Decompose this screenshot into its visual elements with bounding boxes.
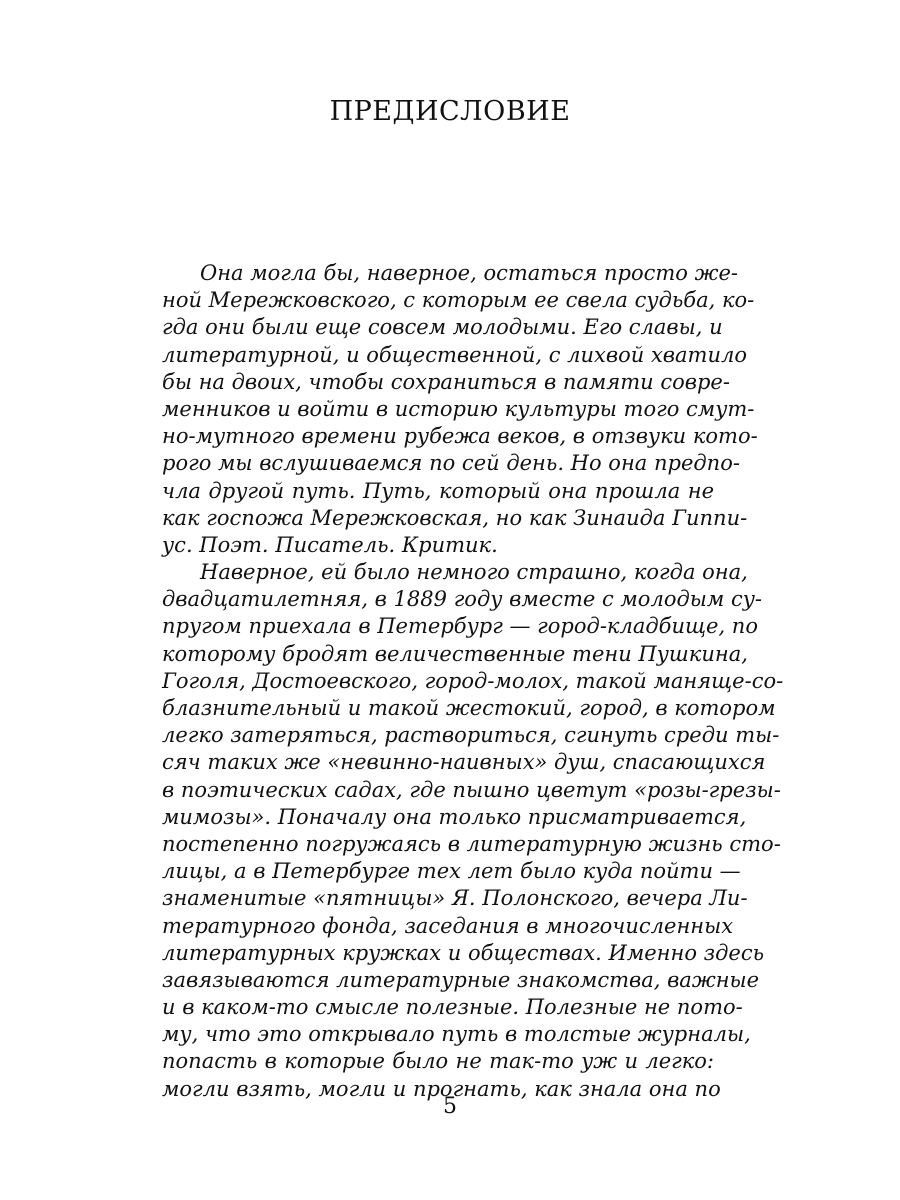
body-text <box>162 260 784 1103</box>
text-line: му, что это открывало путь в толстые журналы, <box>162 1022 751 1047</box>
text-line: ус. Поэт. Писатель. Критик. <box>162 532 498 557</box>
text-line: знаменитые «пятницы» Я. Полонского, вечера Ли- <box>162 886 748 911</box>
text-line: которому бродят величественные тени Пушкина, <box>162 641 748 666</box>
text-line: рого мы вслушиваемся по сей день. Но она предпо- <box>162 451 740 476</box>
text-line: чла другой путь. Путь, который она прошла не <box>162 478 714 503</box>
text-line: постепенно погружаясь в литературную жизнь сто- <box>162 831 781 856</box>
text-line: литературной, и общественной, с лихвой хватило <box>162 342 747 367</box>
text-line: но-мутного времени рубежа веков, в отзвуки кото- <box>162 424 758 449</box>
text-line: попасть в которые было не так-то уж и легко: <box>162 1049 714 1074</box>
text-line: сяч таких же «невинно-наивных» душ, спасающихся <box>162 750 766 775</box>
text-line: блазнительный и такой жестокий, город, в котором <box>162 696 776 720</box>
text-line: пругом приехала в Петербург — город-кладбище, по <box>162 614 758 639</box>
text-line: гда они были еще совсем молодыми. Его славы, и <box>162 315 723 340</box>
text-line: менников и войти в историю культуры того смут- <box>162 396 755 421</box>
text-line: Она могла бы, наверное, остаться просто же- <box>200 261 738 285</box>
text-line: мимозы». Поначалу она только присматривается, <box>162 804 747 829</box>
page-title: ПРЕДИСЛОВИЕ <box>329 96 571 127</box>
text-line: Наверное, ей было немного страшно, когда она, <box>200 560 748 585</box>
text-line: бы на двоих, чтобы сохраниться в памяти совре- <box>162 369 730 394</box>
text-line: лицы, а в Петербурге тех лет было куда пойти — <box>162 859 741 884</box>
text-line: двадцатилетняя, в 1889 году вместе с молодым су- <box>162 587 762 612</box>
text-line: литературных кружках и обществах. Именно здесь <box>162 940 765 965</box>
text-line: легко затеряться, раствориться, сгинуть среди ты- <box>162 723 780 748</box>
text-line: в поэтических садах, где пышно цветут «розы-грезы- <box>162 777 781 802</box>
text-line: тературного фонда, заседания в многочисленных <box>162 913 734 938</box>
text-line: ной Мережковского, с которым ее свела судьба, ко- <box>162 288 755 313</box>
page-number: 5 <box>443 1094 457 1119</box>
text-line: завязываются литературные знакомства, важные <box>162 967 760 992</box>
text-line: могли взять, могли и прогнать, как знала она по <box>162 1076 721 1101</box>
text-line: и в каком-то смысле полезные. Полезные не пото- <box>162 995 743 1020</box>
text-line: как госпожа Мережковская, но как Зинаида Гиппи- <box>162 505 748 530</box>
text-line: Гоголя, Достоевского, город-молох, такой маняще-со- <box>162 668 784 693</box>
